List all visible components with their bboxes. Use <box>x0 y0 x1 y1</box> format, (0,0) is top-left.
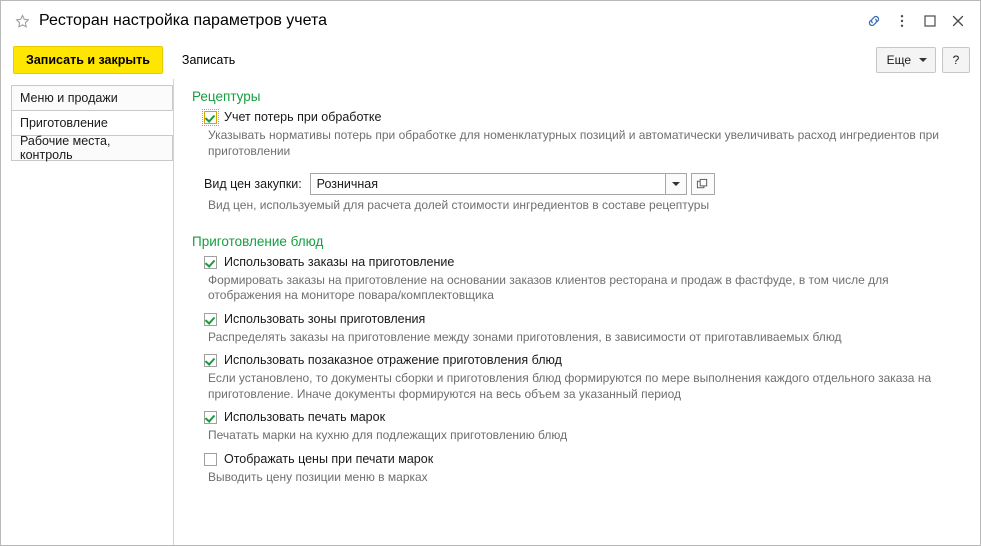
option-hint-loss-accounting: Указывать нормативы потерь при обработке для номенклатурных позиций и автоматически увеличивать расход ингредиентов при приготовлении <box>208 128 939 158</box>
window-title: Ресторан настройка параметров учета <box>39 12 328 29</box>
purchase-price-type-row <box>204 173 966 195</box>
save-button[interactable]: Записать <box>181 53 236 67</box>
option-row-loss-accounting[interactable] <box>204 110 966 125</box>
option-label: Использовать заказы на приготовление <box>224 254 455 269</box>
window-body <box>1 79 980 545</box>
option-hint-cooking-orders: Формировать заказы на приготовление на основании заказов клиентов ресторана и продаж в фастфуде, в том числе для отображения на мониторе повара/комплектовщика <box>208 272 889 302</box>
link-icon[interactable] <box>860 7 888 35</box>
purchase-price-type-open-button[interactable] <box>691 173 715 195</box>
option-row-cooking-orders[interactable] <box>204 255 966 270</box>
save-and-close-button[interactable]: Записать и закрыть <box>13 46 163 74</box>
sidebar-item-label: Рабочие места, контроль <box>20 134 111 162</box>
option-row-show-prices-on-marks[interactable] <box>204 452 966 467</box>
checkbox-per-order-cooking[interactable] <box>204 354 217 367</box>
title-bar <box>1 1 980 41</box>
purchase-price-type-input-wrap <box>310 173 715 195</box>
purchase-price-type-label: Вид цен закупки: <box>204 177 302 191</box>
sidebar-item-workplaces-control[interactable] <box>11 135 173 161</box>
sidebar-item-cooking[interactable] <box>11 110 173 136</box>
option-label: Использовать зоны приготовления <box>224 311 426 326</box>
option-row-marks-printing[interactable] <box>204 410 966 425</box>
option-label: Отображать цены при печати марок <box>224 451 434 466</box>
sidebar-item-label: Приготовление <box>20 116 108 130</box>
option-hint-cooking-zones: Распределять заказы на приготовление между зонами приготовления, в зависимости от приготавливаемых блюд <box>208 329 842 344</box>
section-title-recipes: Рецептуры <box>192 89 261 104</box>
chevron-down-icon <box>672 182 680 186</box>
sidebar-item-menu-and-sales[interactable] <box>11 85 173 111</box>
option-label: Учет потерь при обработке <box>224 110 382 124</box>
more-button-label: Еще <box>886 53 911 67</box>
favorite-star-icon[interactable] <box>11 10 33 32</box>
close-icon[interactable] <box>944 7 972 35</box>
checkbox-loss-accounting[interactable] <box>204 111 217 124</box>
chevron-down-icon <box>919 58 927 62</box>
option-hint-show-prices-on-marks: Выводить цену позиции меню в марках <box>208 469 428 484</box>
purchase-price-type-hint: Вид цен, используемый для расчета долей стоимости ингредиентов в составе рецептуры <box>208 198 710 212</box>
option-hint-marks-printing: Печатать марки на кухню для подлежащих приготовлению блюд <box>208 428 568 442</box>
section-title-cooking: Приготовление блюд <box>192 233 324 249</box>
more-button[interactable] <box>876 47 936 73</box>
checkbox-marks-printing[interactable] <box>204 411 217 424</box>
maximize-icon[interactable] <box>916 7 944 35</box>
option-hint-per-order-cooking: Если установлено, то документы сборки и приготовления блюд формируются по мере выполнения каждого отдельного заказа на приготовление. Иначе документы формируются на весь объем за указанный период <box>208 371 932 401</box>
settings-content <box>173 79 980 545</box>
sidebar-item-label: Меню и продажи <box>20 91 118 105</box>
help-button[interactable]: ? <box>942 47 970 73</box>
option-row-cooking-zones[interactable] <box>204 312 966 327</box>
purchase-price-type-input[interactable]: Розничная <box>310 173 666 195</box>
option-label: Использовать печать марок <box>224 410 386 424</box>
option-row-per-order-cooking[interactable] <box>204 353 966 368</box>
purchase-price-type-dropdown-button[interactable] <box>666 173 687 195</box>
checkbox-cooking-zones[interactable] <box>204 313 217 326</box>
kebab-menu-icon[interactable] <box>888 7 916 35</box>
command-bar <box>1 41 980 79</box>
sidebar <box>1 79 173 545</box>
option-label: Использовать позаказное отражение приготовления блюд <box>224 353 562 367</box>
checkbox-cooking-orders[interactable] <box>204 256 217 269</box>
checkbox-show-prices-on-marks[interactable] <box>204 453 217 466</box>
